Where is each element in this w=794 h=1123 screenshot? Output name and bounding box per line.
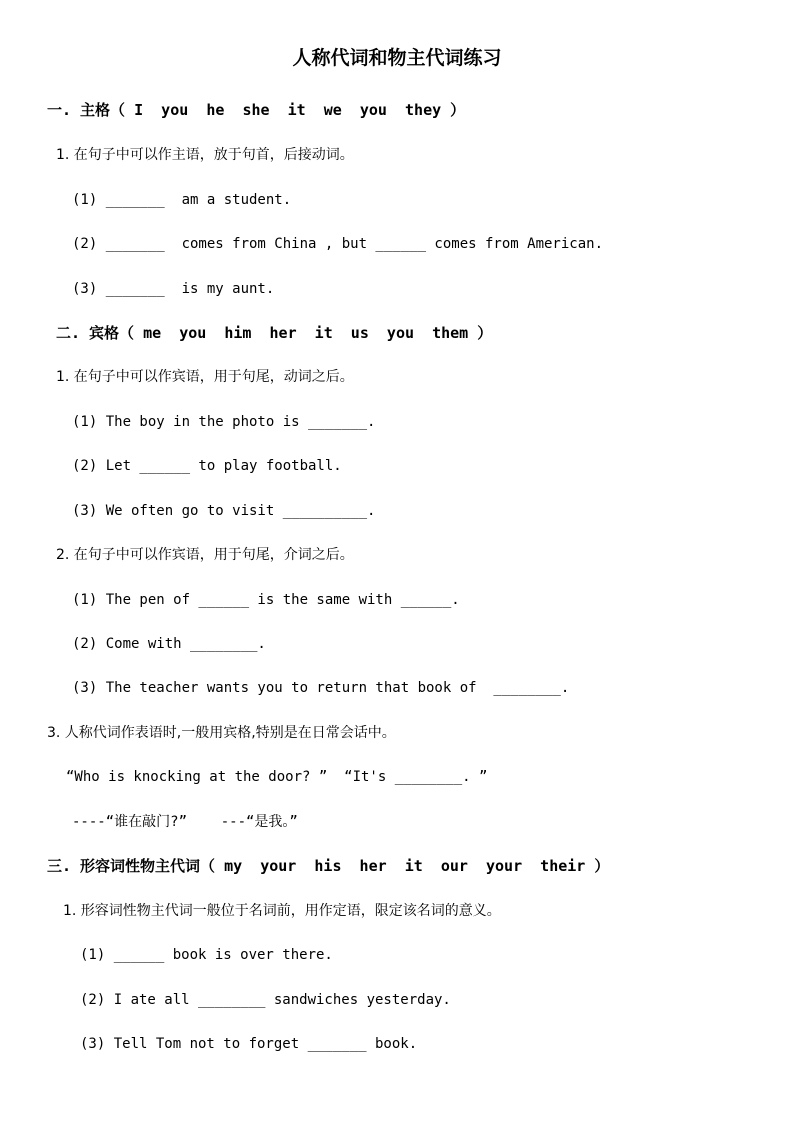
exercise-item: (1) ______ book is over there. (80, 947, 333, 963)
exercise-item: (1) The pen of ______ is the same with ______. (72, 592, 460, 608)
exercise-item: (3) _______ is my aunt. (72, 281, 275, 297)
rule-text: 2. 在句子中可以作宾语，用于句尾，介词之后。 (56, 547, 354, 563)
rule-text: 3. 人称代词作表语时,一般用宾格,特别是在日常会话中。 (47, 725, 396, 741)
rule-text: 1. 在句子中可以作主语，放于句首，后接动词。 (56, 147, 354, 163)
exercise-item: (3) We often go to visit __________. (72, 503, 376, 519)
section-heading-possessive: 三. 形容词性物主代词（ my your his her it our your their ） (47, 857, 610, 875)
rule-text: 1. 形容词性物主代词一般位于名词前，用作定语，限定该名词的意义。 (63, 903, 501, 919)
dialogue-translation: ----“谁在敲门?” ---“是我。” (72, 814, 298, 830)
exercise-item: (2) _______ comes from China , but ______ comes from American. (72, 236, 604, 252)
section-heading-object: 二. 宾格（ me you him her it us you them ） (56, 324, 493, 342)
exercise-item: (3) Tell Tom not to forget _______ book. (80, 1036, 418, 1052)
exercise-item: (1) The boy in the photo is _______. (72, 414, 376, 430)
rule-text: 1. 在句子中可以作宾语，用于句尾，动词之后。 (56, 369, 354, 385)
dialogue-line: “Who is knocking at the door? ” “It's ________. ” (66, 769, 488, 785)
exercise-item: (1) _______ am a student. (72, 192, 292, 208)
section-heading-subject: 一. 主格（ I you he she it we you they ） (47, 101, 466, 119)
exercise-item: (2) Let ______ to play football. (72, 458, 342, 474)
exercise-item: (2) Come with ________. (72, 636, 266, 652)
exercise-item: (3) The teacher wants you to return that book of ________. (72, 680, 570, 696)
exercise-item: (2) I ate all ________ sandwiches yesterday. (80, 992, 451, 1008)
page-title: 人称代词和物主代词练习 (292, 47, 502, 69)
